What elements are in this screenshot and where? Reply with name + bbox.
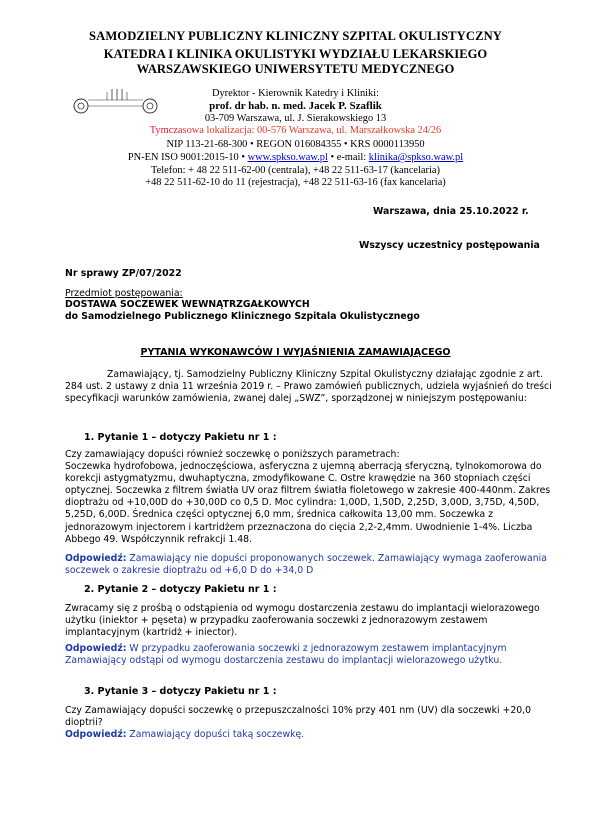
contact-web-email: [0, 152, 591, 164]
case-number: Nr sprawy ZP/07/2022: [65, 268, 182, 279]
question-1-line: korekcji astygmatyzmu, dwuhaptyczna, zmodyfikowane C. Ostre krawędzie na 360 stopniach części: [65, 473, 531, 485]
email-link[interactable]: klinika@spkso.waw.pl: [368, 152, 464, 163]
subject-line-1: DOSTAWA SOCZEWEK WEWNĄTRZGAŁKOWYCH: [65, 299, 310, 310]
intro-line: Zamawiający, tj. Samodzielny Publiczny Kliniczny Szpital Okulistyczny działając zgodnie z art.: [107, 369, 544, 380]
question-1-line: Czy zamawiający dopuści również soczewkę o poniższych parametrach:: [65, 449, 400, 460]
answer-text: Zamawiający dopuści taką soczewkę.: [126, 729, 305, 740]
question-2-line: Zwracamy się z prośbą o odstąpienia od wymogu dostarczenia zestawu do implantacji wielorazowego: [65, 603, 540, 614]
section-title: PYTANIA WYKONAWCÓW I WYJAŚNIENIA ZAMAWIAJĄCEGO: [140, 347, 451, 358]
intro-paragraph: [65, 369, 565, 405]
director-name: prof. dr hab. n. med. Jacek P. Szaflik: [209, 100, 382, 112]
answer-text: Zamawiający odstąpi od wymogu dostarczenia zestawu do implantacji wielorazowego użytku.: [65, 655, 503, 667]
question-3-heading: 3. Pytanie 3 – dotyczy Pakietu nr 1 :: [84, 686, 277, 697]
question-1-line: Soczewka hydrofobowa, jednoczęściowa, asferyczna z ujemną aberracją sferyczną, tylnokomorowa do: [65, 461, 542, 473]
department-name: [0, 47, 591, 77]
question-1-heading: 1. Pytanie 1 – dotyczy Pakietu nr 1 :: [84, 432, 277, 443]
question-1-line: jednorazowym injectorem i kartridżem przeznaczona do cięcia 2,2-2,4mm. Uwodnienie 1-4%. Liczba: [65, 521, 533, 533]
intro-line: 284 ust. 2 ustawy z dnia 11 września 2019 r. – Prawo zamówień publicznych, udziela wyjaśnień do treści: [65, 381, 552, 393]
department-line-1: KATEDRA I KLINIKA OKULISTYKI WYDZIAŁU LEKARSKIEGO: [103, 47, 488, 61]
department-line-2: WARSZAWSKIEGO UNIWERSYTETU MEDYCZNEGO: [136, 62, 455, 76]
question-3-answer: [65, 729, 575, 741]
temporary-location-text: sowa lokalizacja: 00-576 Warszawa, ul. Marszałkowska 24/26: [182, 125, 442, 136]
phone-line-2: +48 22 511-62-10 do 11 (rejestracja), +48 22 511-63-16 (fax kancelaria): [145, 177, 446, 188]
subject-label: Przedmiot postępowania:: [65, 288, 183, 299]
intro-line: specyfikacji warunków zamówienia, zwanej dalej „SWZ”, sporządzonej w niniejszym postępowaniu:: [65, 393, 527, 405]
phone-line-1: Telefon: + 48 22 511-62-00 (centrala), +48 22 511-63-17 (kancelaria): [151, 165, 440, 176]
answer-label: Odpowiedź:: [65, 643, 127, 654]
date-line: Warszawa, dnia 25.10.2022 r.: [373, 206, 529, 217]
temporary-location-prefix: Tymcza: [149, 125, 183, 136]
question-2-body: [65, 603, 575, 639]
question-2-line: implantacyjnym (kartridż + iniector).: [65, 627, 238, 639]
question-1-body: [65, 449, 575, 546]
answer-text: soczewek o zakresie dioptrażu od +6,0 D do +34,0 D: [65, 565, 314, 577]
temporary-location: [0, 125, 591, 137]
answer-label: Odpowiedź:: [65, 729, 127, 740]
question-1-line: Abbego 49. Współczynnik refrakcji 1.48.: [65, 533, 253, 545]
question-1-answer: [65, 553, 575, 577]
iso-standard: PN-EN ISO 9001:2015-10 •: [127, 152, 248, 163]
question-3-line: Czy Zamawiający dopuści soczewkę o przepuszczalności 10% przy 401 nm (UV) dla soczewki +20,0: [65, 705, 532, 716]
director-title: Dyrektor - Kierownik Katedry i Kliniki:: [211, 88, 380, 99]
recipients-line: Wszyscy uczestnicy postępowania: [359, 240, 540, 251]
registration-ids: NIP 113-21-68-300 • REGON 016084355 • KRS 0000113950: [166, 139, 425, 150]
hospital-name: SAMODZIELNY PUBLICZNY KLINICZNY SZPITAL OKULISTYCZNY: [89, 29, 502, 43]
question-2-heading: 2. Pytanie 2 – dotyczy Pakietu nr 1 :: [84, 584, 277, 595]
question-1-line: 5,25D, 6,00D. Średnica części optycznej 6,0 mm, średnica całkowita 13,00 mm. Soczewka z: [65, 509, 494, 521]
answer-label: Odpowiedź:: [65, 553, 127, 564]
question-2-line: użytku (iniektor + pęseta) w przypadku zaoferowania soczewki z jednorazowym zestawem: [65, 615, 488, 627]
question-3-line: dioptrii?: [65, 717, 103, 729]
subject-line-2: do Samodzielnego Publicznego Klinicznego Szpitala Okulistycznego: [65, 311, 420, 322]
website-link[interactable]: www.spkso.waw.pl: [247, 152, 328, 163]
question-1-line: optycznej. Soczewka z filtrem światła UV oraz filtrem światła fioletowego w zakresie 400-440nm. Zakres: [65, 485, 551, 497]
email-label: • e-mail:: [327, 152, 369, 163]
question-2-answer: [65, 643, 575, 667]
question-3-body: [65, 705, 575, 729]
question-1-line: dioptrażu od +10,00D do +30,00D co 0,5 D. Moc cylindra: 1,00D, 1,50D, 2,25D, 3,00D, 3,75D, 4,50D,: [65, 497, 540, 509]
answer-text: Zamawiający nie dopuści proponowanych soczewek. Zamawiający wymaga zaoferowania: [126, 553, 547, 564]
answer-text: W przypadku zaoferowania soczewki z jednorazowym zestawem implantacyjnym: [126, 643, 507, 654]
hospital-address: 03-709 Warszawa, ul. J. Sierakowskiego 13: [204, 113, 387, 124]
